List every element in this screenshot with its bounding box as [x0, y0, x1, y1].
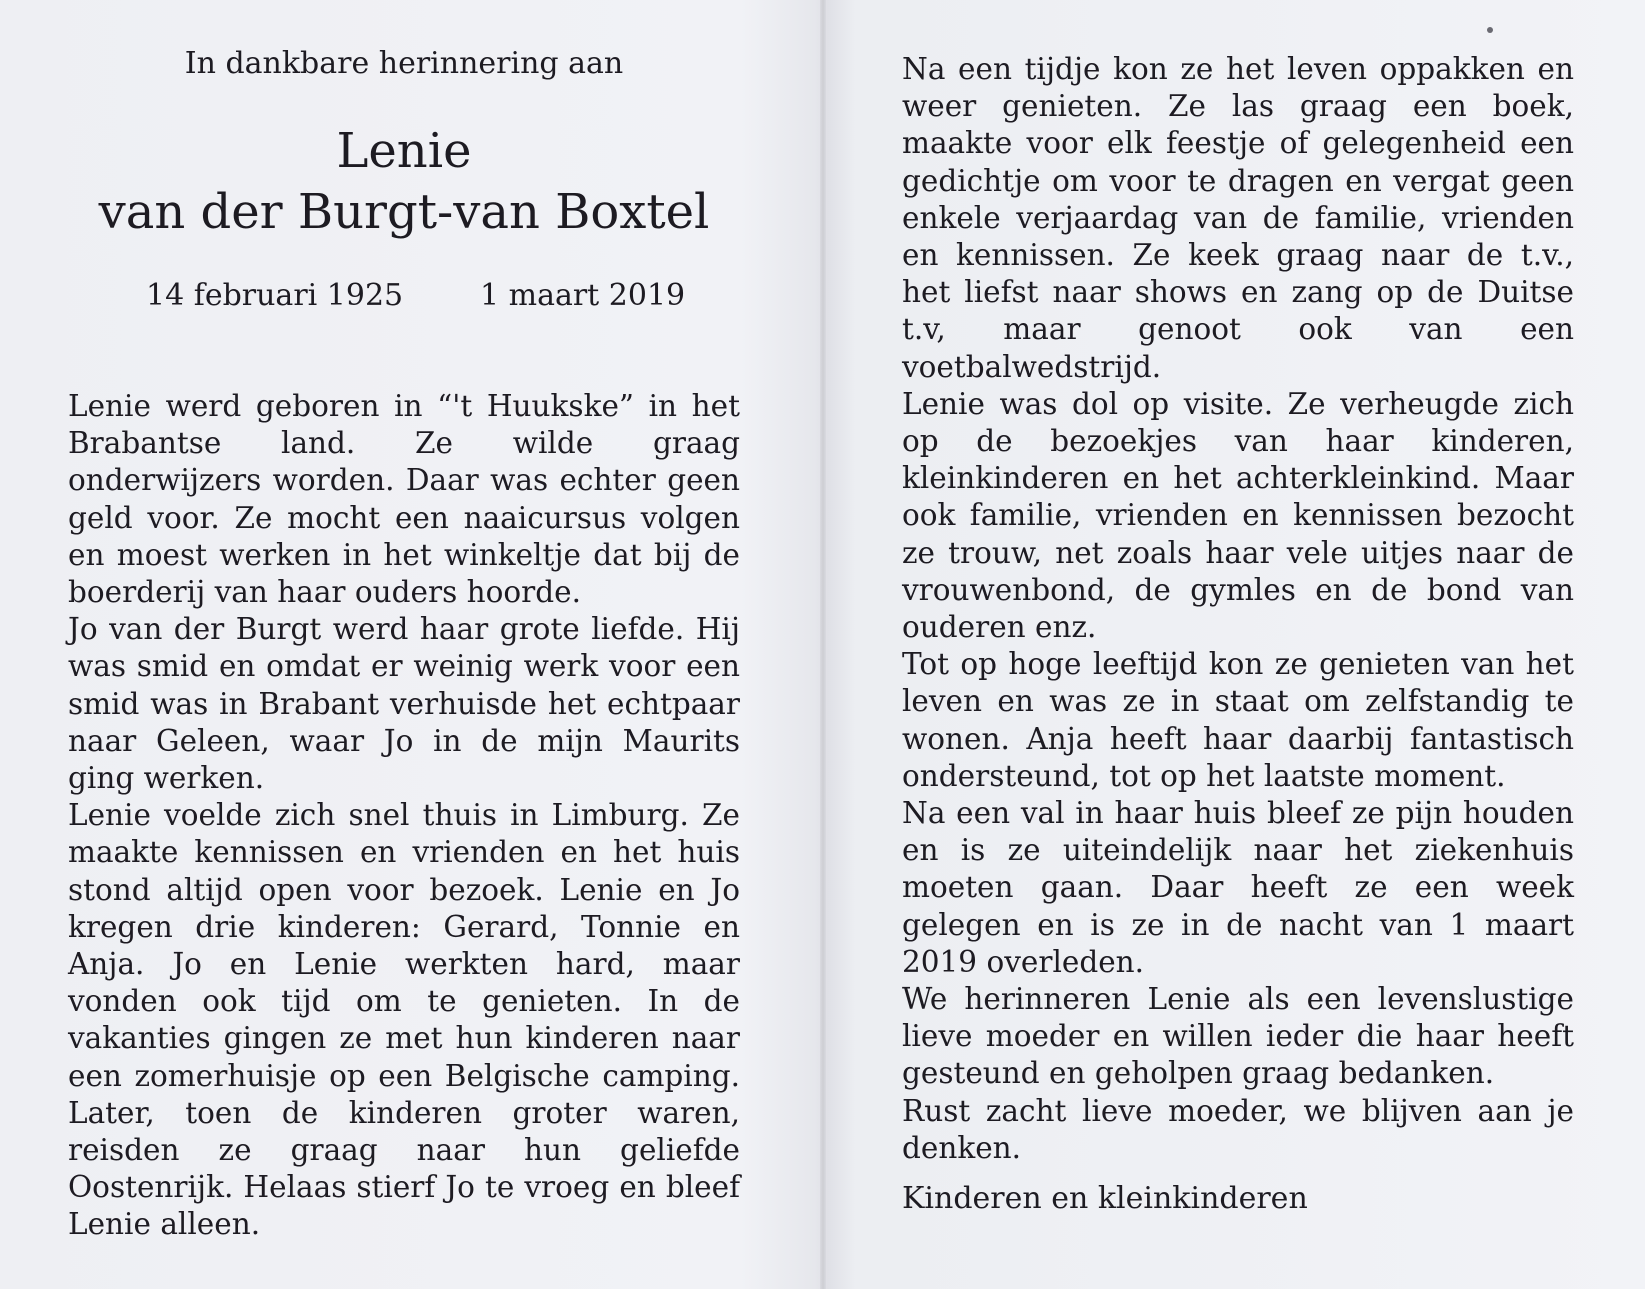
- birth-date: 14 februari 1925: [146, 278, 404, 313]
- signoff: Kinderen en kleinkinderen: [902, 1181, 1308, 1216]
- paragraph: Na een tijdje kon ze het leven oppakken en weer genieten. Ze las graag een boek, maakte voor elk feestje of gelegenheid een gedichtje om voor te dragen en vergat geen enkele verjaardag van de familie, vrienden en kennissen. Ze keek graag naar de t.v., het liefst naar shows en zang op de Duitse t.v, maar genoot ook van een voetbalwedstrijd.: [902, 52, 1574, 384]
- paragraph: Na een val in haar huis bleef ze pijn houden en is ze uiteindelijk naar het ziekenhuis moeten gaan. Daar heeft ze een week gelegen en is ze in de nacht van 1 maart 2019 overleden.: [902, 796, 1574, 979]
- paragraph: Rust zacht lieve moeder, we blijven aan je denken.: [902, 1093, 1574, 1165]
- paragraph: Lenie voelde zich snel thuis in Limburg. Ze maakte kennissen en vrienden en het huis stond altijd open voor bezoek. Lenie en Jo kregen drie kinderen: Gerard, Tonnie en Anja. Jo en Lenie werkten hard, maar vonden ook tijd om te genieten. In de vakanties gingen ze met hun kinderen naar een zomerhuisje op een Belgische camping. Later, toen de kinderen groter waren, reisden ze graag naar hun geliefde Oostenrijk. Helaas stierf Jo te vroeg en bleef Lenie alleen.: [68, 798, 740, 1242]
- full-name: van der Burgt-van Boxtel: [98, 184, 710, 240]
- first-name: Lenie: [336, 123, 472, 179]
- paragraph: Lenie was dol op visite. Ze verheugde zich op de bezoekjes van haar kinderen, kleinkinderen en het achterkleinkind. Maar ook familie, vrienden en kennissen bezocht ze trouw, net zoals haar vele uitjes naar de vrouwenbond, de gymles en de bond van ouderen enz.: [902, 386, 1574, 645]
- paragraph: Jo van der Burgt werd haar grote liefde. Hij was smid en omdat er weinig werk voor een smid was in Brabant verhuisde het echtpaar naar Geleen, waar Jo in de mijn Maurits ging werken.: [68, 612, 740, 796]
- card-fold: [820, 0, 826, 1289]
- left-body-text: [68, 388, 740, 1244]
- right-body-text: [902, 51, 1574, 1167]
- intro-line: In dankbare herinnering aan: [184, 46, 624, 81]
- paragraph: Lenie werd geboren in “'t Huukske” in het Brabantse land. Ze wilde graag onderwijzers worden. Daar was echter geen geld voor. Ze mocht een naaicursus volgen en moest werken in het winkeltje dat bij de boerderij van haar ouders hoorde.: [68, 389, 740, 610]
- paper-speck: [1487, 27, 1493, 33]
- paragraph: Tot op hoge leeftijd kon ze genieten van het leven en was ze in staat om zelfstandig te wonen. Anja heeft haar daarbij fantastisch ondersteund, tot op het laatste moment.: [902, 647, 1574, 793]
- death-date: 1 maart 2019: [480, 278, 686, 313]
- paragraph: We herinneren Lenie als een levenslustige lieve moeder en willen ieder die haar heeft gesteund en geholpen graag bedanken.: [902, 982, 1574, 1091]
